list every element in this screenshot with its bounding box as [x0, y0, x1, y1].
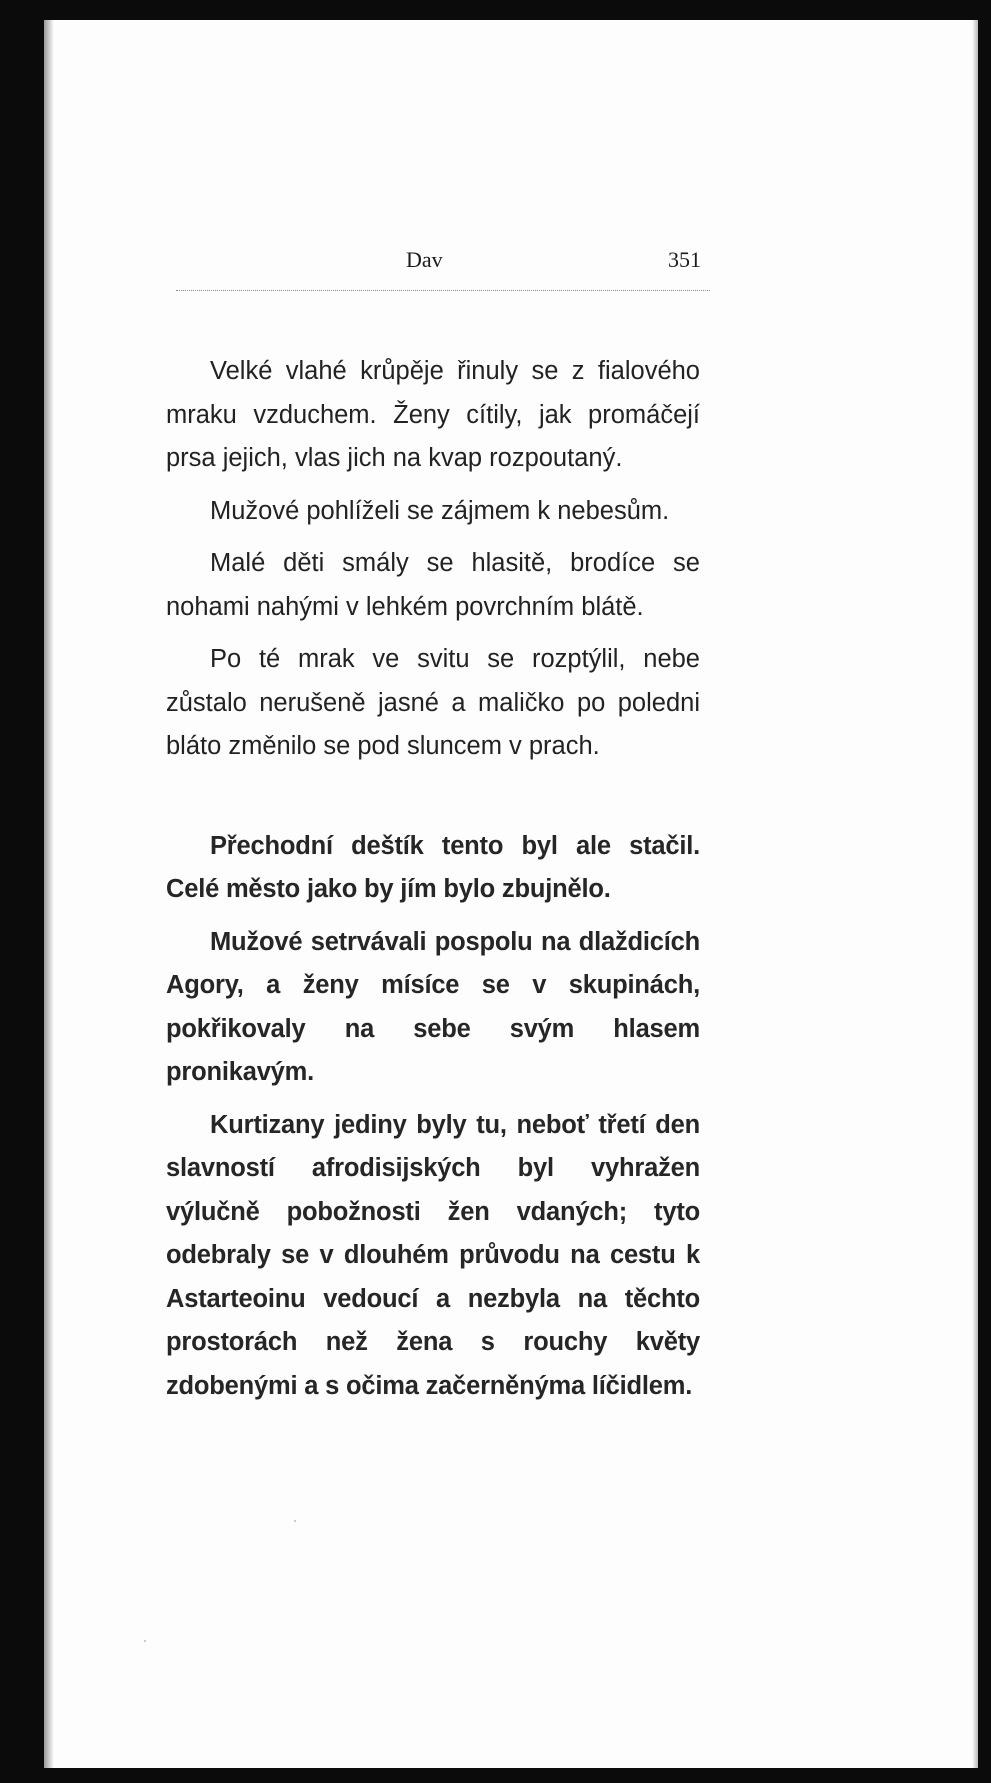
paragraph: Po té mrak ve svitu se rozptýlil, nebe zůstalo nerušeně jasné a maličko po poledni bláto změnilo se pod sluncem v prach. — [166, 645, 700, 760]
paragraph: Malé děti smály se hlasitě, brodíce se nohami nahými v lehkém povrchním blátě. — [166, 549, 700, 621]
book-page — [44, 20, 978, 1768]
paper-speck — [144, 1640, 146, 1642]
paragraph: Velké vlahé krůpěje řinuly se z fialového mraku vzduchem. Ženy cítily, jak promáčejí prsa jejich, vlas jich na kvap rozpoutaný. — [166, 357, 700, 472]
paragraph: Mužové setrvávali pospolu na dlaždicích Agory, a ženy mísíce se v skupinách, pokřikovaly na sebe svým hlasem pronikavým. — [166, 927, 700, 1086]
running-head: Dav — [406, 247, 443, 272]
paragraph: Kurtizany jediny byly tu, neboť třetí den slavností afrodisijských byl vyhražen výlučně pobožnosti žen vdaných; tyto odebraly se v dlouhém průvodu na cestu k Astarteoinu vedoucí a nezbyla na těchto prostorách než žena s rouchy květy zdobenými a s očima začerněnýma líčidlem. — [166, 1110, 700, 1400]
paper-speck — [294, 1520, 296, 1522]
header-rule — [176, 290, 710, 291]
paragraph: Přechodní deštík tento byl ale stačil. Celé město jako by jím bylo zbujnělo. — [166, 831, 700, 903]
page-number: 351 — [668, 247, 701, 272]
paragraph: Mužové pohlíželi se zájmem k nebesům. — [210, 496, 670, 525]
page-header — [44, 247, 978, 283]
body-text — [166, 350, 700, 1417]
